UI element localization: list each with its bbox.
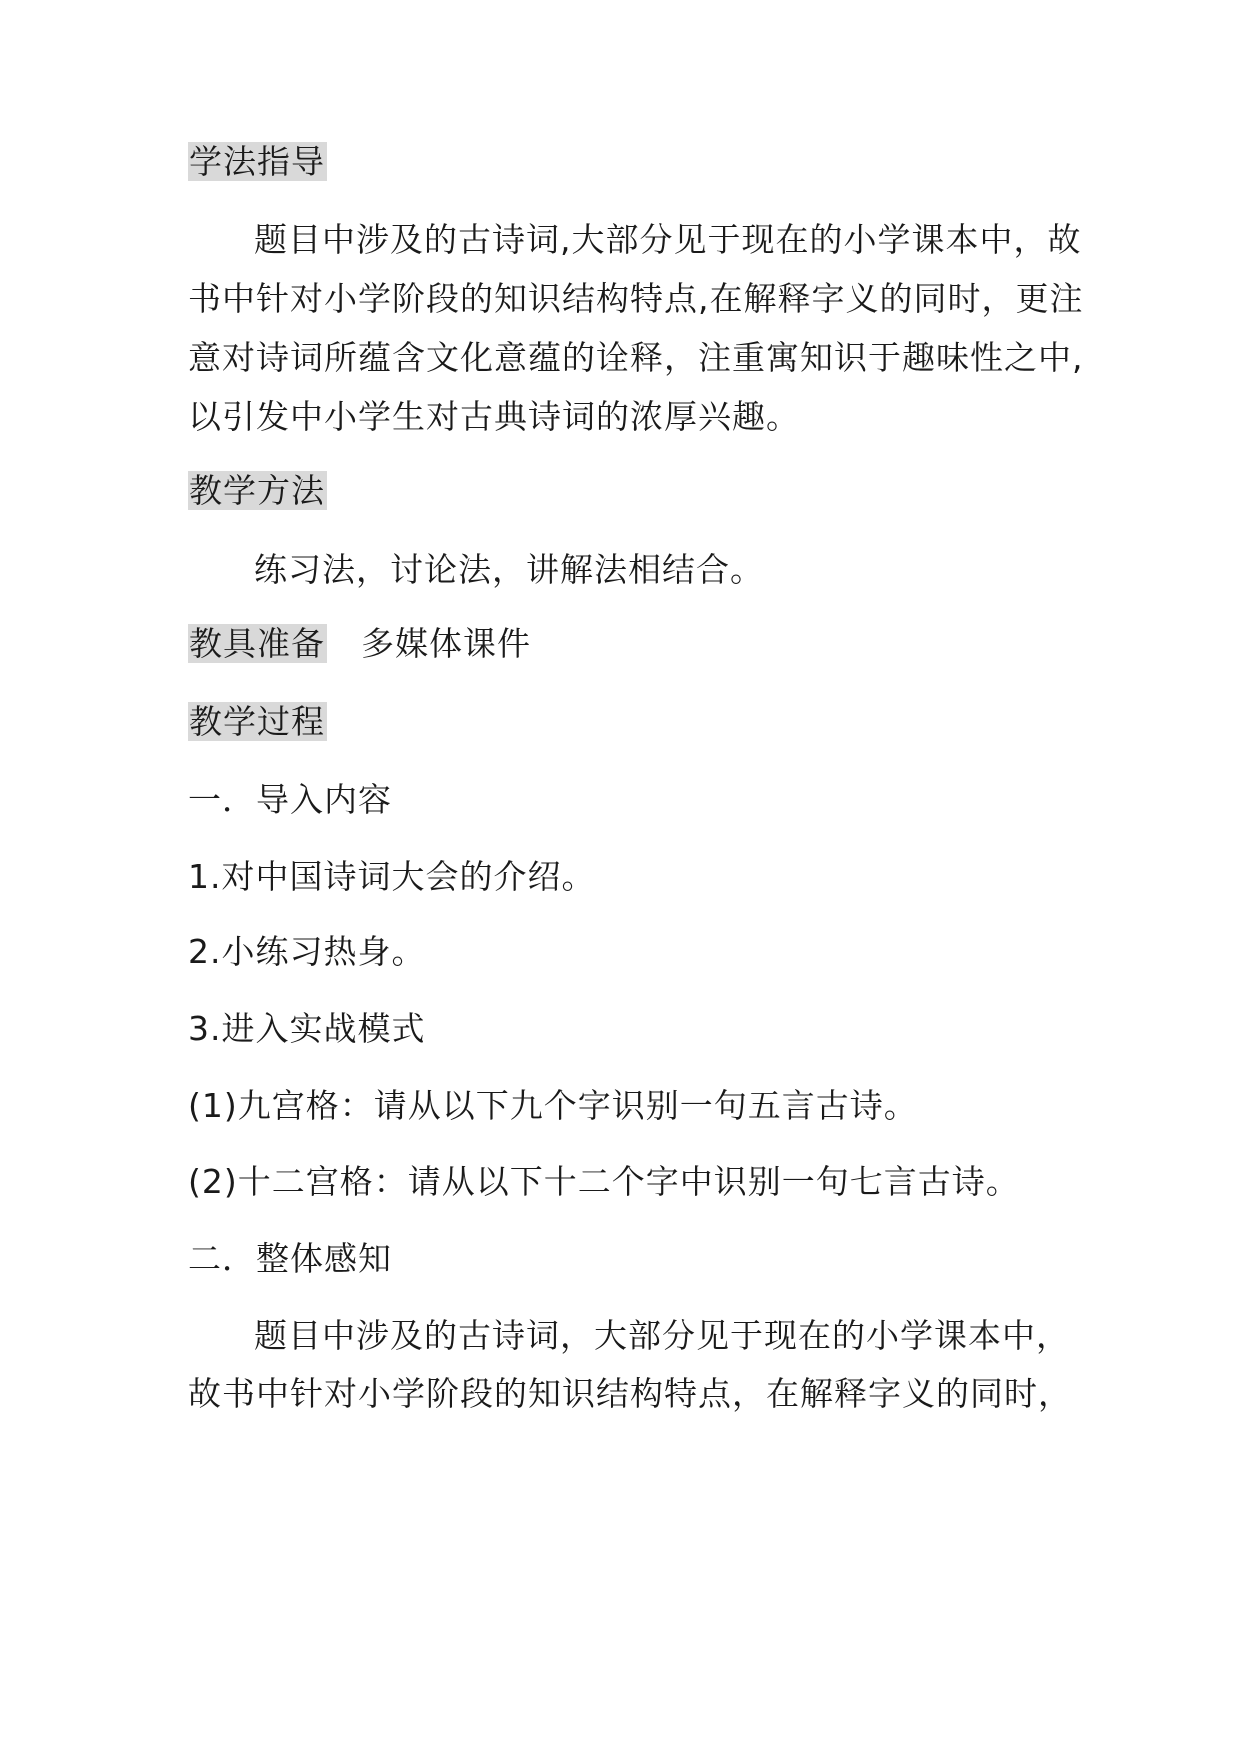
process-heading [188,700,327,744]
part1-heading: 一．导入内容 [188,780,392,819]
list-item: (1)九宫格：请从以下九个字识别一句五言古诗。 [188,1086,918,1125]
paragraph-line: 以引发中小学生对古典诗词的浓厚兴趣。 [188,397,800,436]
paragraph-line: 题目中涉及的古诗词，大部分见于现在的小学课本中， [254,1316,1070,1355]
paragraph-line: 书中针对小学阶段的知识结构特点,在解释字义的同时，更注 [188,279,1084,318]
tools-text: 多媒体课件 [361,624,531,663]
part2-heading: 二．整体感知 [188,1239,392,1278]
study-guide-heading [188,140,327,184]
method-text: 练习法，讨论法，讲解法相结合。 [254,550,764,589]
heading-highlight: 教学过程 [189,702,325,741]
paragraph-line: 意对诗词所蕴含文化意蕴的诠释，注重寓知识于趣味性之中, [188,338,1084,377]
heading-highlight: 学法指导 [189,142,325,181]
tools-heading: 教具准备 [189,624,325,663]
paragraph-line: 故书中针对小学阶段的知识结构特点，在解释字义的同时， [188,1374,1072,1413]
list-item: 2.小练习热身。 [188,932,426,971]
tools-line [188,622,531,666]
heading-highlight: 教学方法 [189,471,325,510]
paragraph-line: 题目中涉及的古诗词,大部分见于现在的小学课本中，故 [254,220,1082,259]
list-item: 1.对中国诗词大会的介绍。 [188,857,596,896]
list-item: 3.进入实战模式 [188,1009,426,1048]
list-item: (2)十二宫格：请从以下十二个字中识别一句七言古诗。 [188,1162,1020,1201]
method-heading [188,469,327,513]
